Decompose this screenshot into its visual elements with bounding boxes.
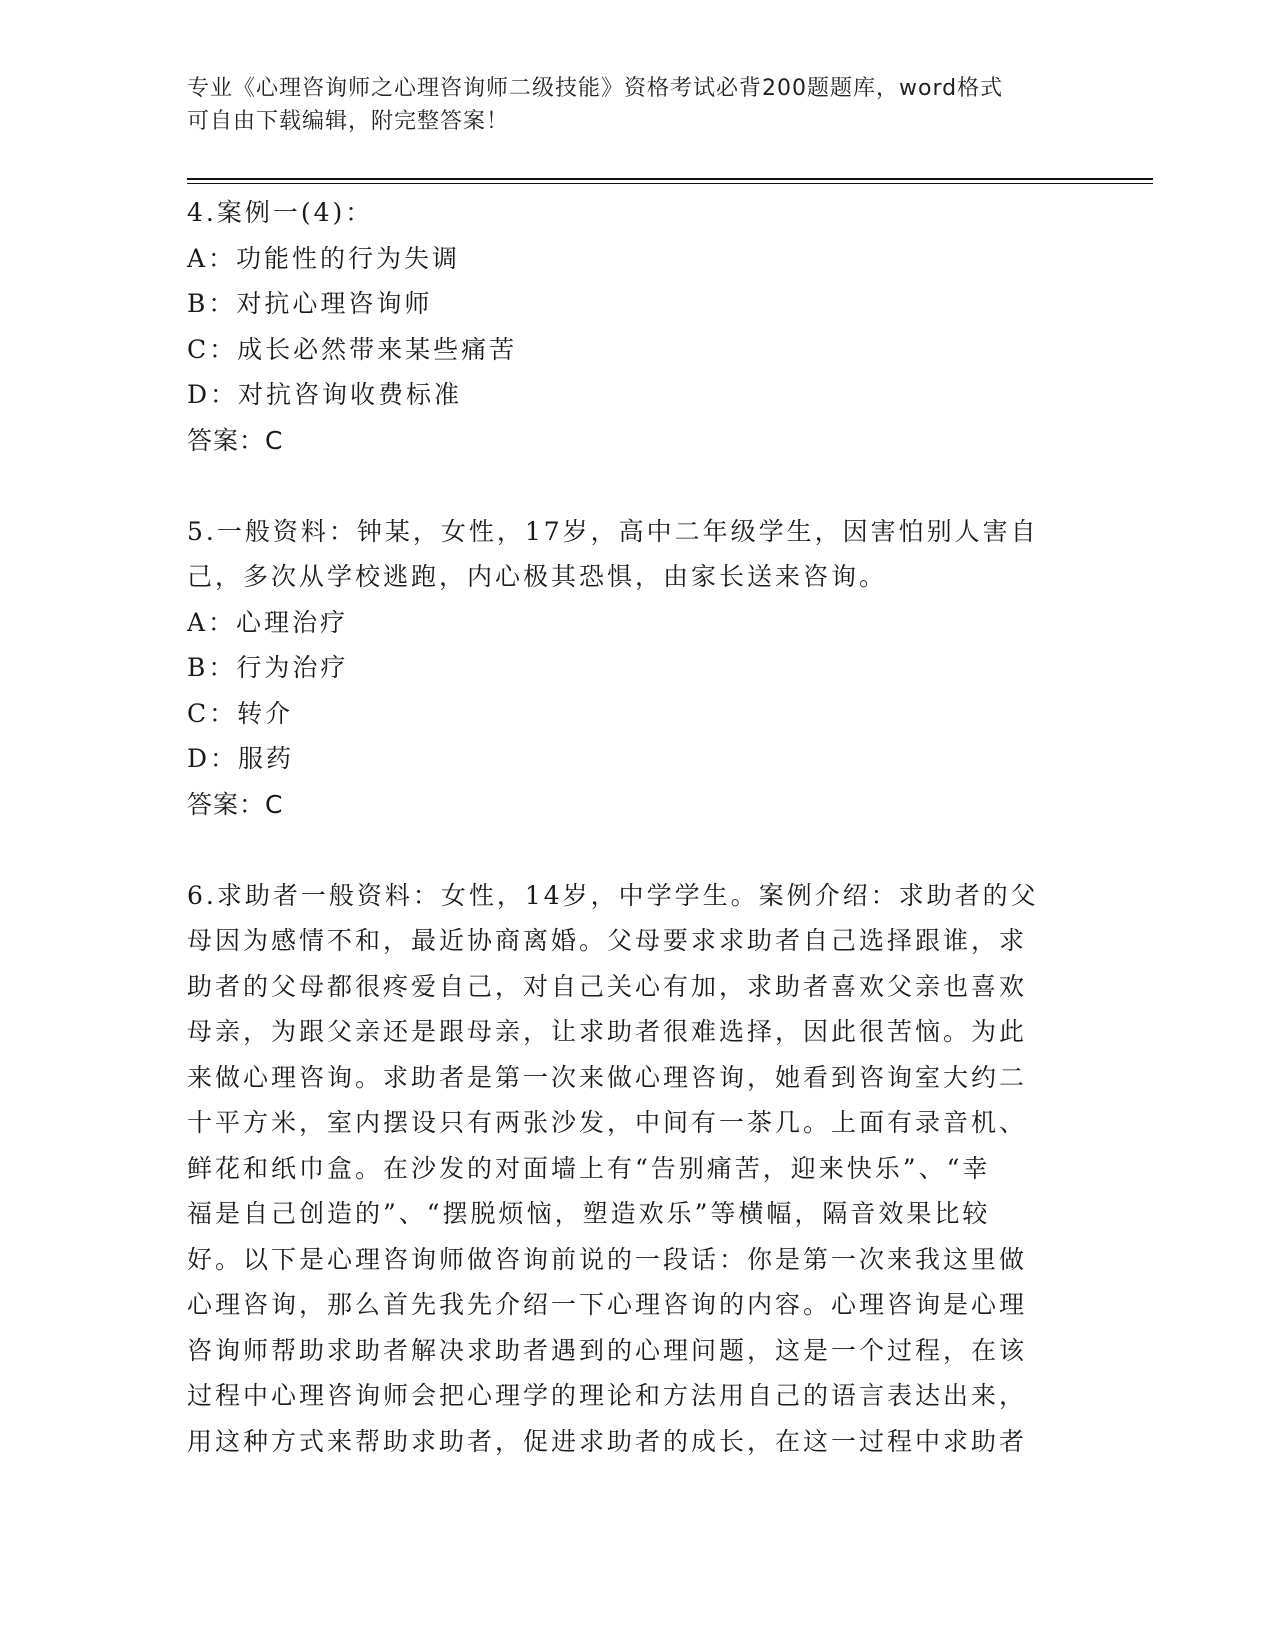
question-stem-line: 母因为感情不和，最近协商离婚。父母要求求助者自己选择跟谁，求 xyxy=(187,926,1028,955)
question-stem-line: 咨询师帮助求助者解决求助者遇到的心理问题，这是一个过程，在该 xyxy=(187,1335,1028,1365)
question-stem-line: 心理咨询，那么首先我先介绍一下心理咨询的内容。心理咨询是心理 xyxy=(187,1290,1028,1319)
option-a: A：功能性的行为失调 xyxy=(187,243,461,273)
question-stem-line: 5.一般资料：钟某，女性，17岁，高中二年级学生，因害怕别人害自 xyxy=(187,516,1039,546)
question-stem-line: 助者的父母都很疼爱自己，对自己关心有加，求助者喜欢父亲也喜欢 xyxy=(187,971,1028,1001)
option-b: B：对抗心理咨询师 xyxy=(187,289,433,318)
option-b: B：行为治疗 xyxy=(187,653,349,682)
question-stem-line: 己，多次从学校逃跑，内心极其恐惧，由家长送来咨询。 xyxy=(187,562,888,591)
question-stem-line: 过程中心理咨询师会把心理学的理论和方法用自己的语言表达出来， xyxy=(187,1381,1028,1410)
question-stem-line: 好。以下是心理咨询师做咨询前说的一段话：你是第一次来我这里做 xyxy=(187,1244,1028,1274)
option-d: D：对抗咨询收费标准 xyxy=(187,380,463,409)
question-stem-line: 6.求助者一般资料：女性，14岁，中学学生。案例介绍：求助者的父 xyxy=(187,880,1039,910)
question-list xyxy=(187,190,1067,1464)
question-stem-line: 母亲，为跟父亲还是跟母亲，让求助者很难选择，因此很苦恼。为此 xyxy=(187,1017,1028,1046)
option-d: D：服药 xyxy=(187,744,295,773)
option-c: C：成长必然带来某些痛苦 xyxy=(187,334,518,364)
spacer xyxy=(187,827,1067,873)
answer-line: 答案：C xyxy=(187,789,284,819)
header-divider-thin xyxy=(187,183,1153,184)
header-line-2: 可自由下载编辑，附完整答案！ xyxy=(187,109,510,134)
answer-line: 答案：C xyxy=(187,425,284,455)
spacer xyxy=(187,463,1067,509)
question-stem-line: 用这种方式来帮助求助者，促进求助者的成长，在这一过程中求助者 xyxy=(187,1426,1028,1456)
question-5 xyxy=(187,509,1067,828)
question-stem: 4.案例一(4)： xyxy=(187,198,374,227)
question-stem-line: 十平方米，室内摆设只有两张沙发，中间有一茶几。上面有录音机、 xyxy=(187,1108,1028,1137)
option-c: C：转介 xyxy=(187,698,294,728)
question-stem-line: 福是自己创造的”、“摆脱烦恼，塑造欢乐”等横幅，隔音效果比较 xyxy=(187,1199,991,1228)
header-divider-thick xyxy=(187,178,1153,180)
option-a: A：心理治疗 xyxy=(187,607,349,637)
question-6 xyxy=(187,873,1067,1465)
question-4 xyxy=(187,190,1067,463)
question-stem-line: 鲜花和纸巾盒。在沙发的对面墙上有“告别痛苦，迎来快乐”、“幸 xyxy=(187,1153,991,1183)
question-stem-line: 来做心理咨询。求助者是第一次来做心理咨询，她看到咨询室大约二 xyxy=(187,1062,1028,1092)
header-line-1: 专业《心理咨询师之心理咨询师二级技能》资格考试必背200题题库，word格式 xyxy=(187,76,1004,101)
document-header xyxy=(187,72,1067,138)
